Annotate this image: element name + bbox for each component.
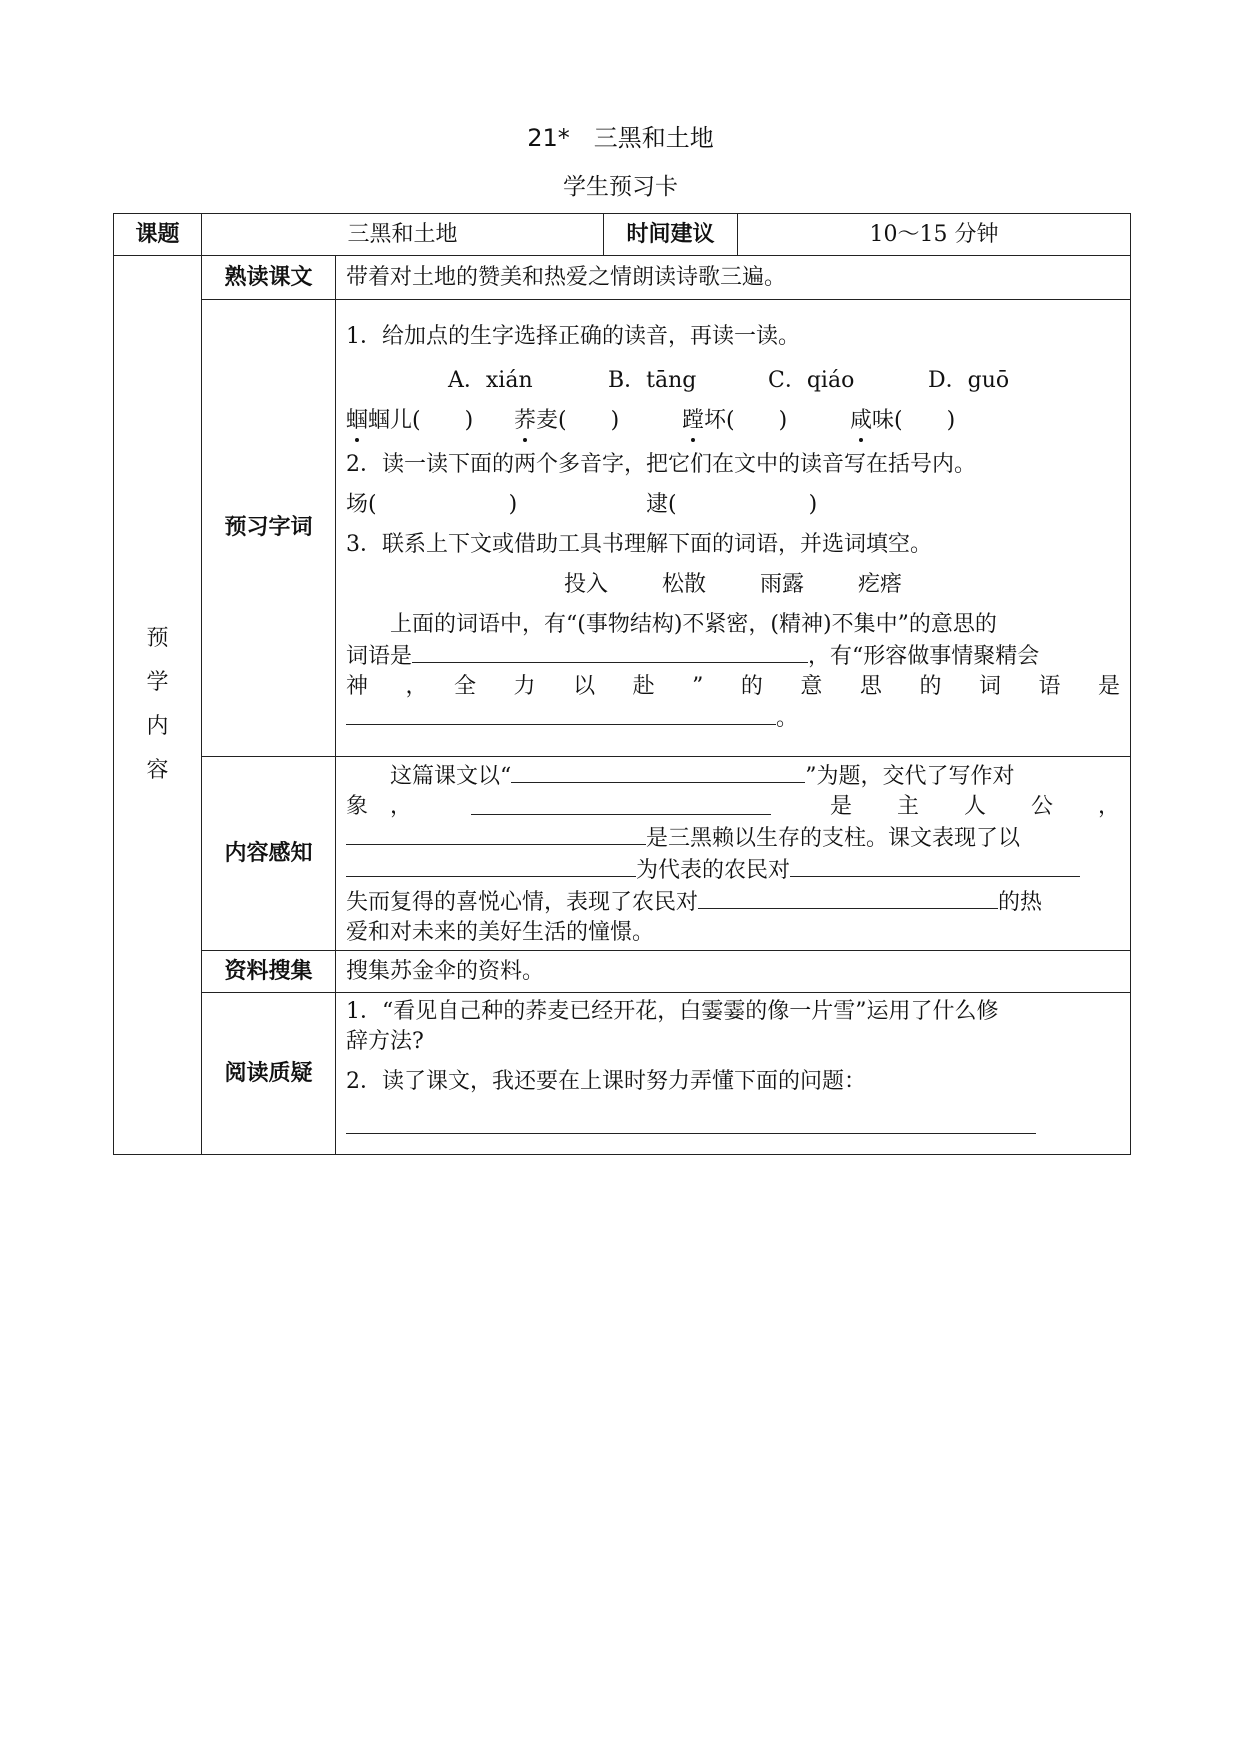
ziliao-label: 资料搜集 [202, 951, 336, 993]
yuxi-p2: 词语是 ，有“形容做事情聚精会 [346, 640, 1120, 672]
yuxi-q3: 3．联系上下文或借助工具书理解下面的词语，并选词填空。 [346, 532, 932, 557]
ziliao-row [114, 951, 1131, 993]
ziliao-text: 搜集苏金伞的资料。 [336, 951, 1131, 993]
preview-card-table [113, 213, 1131, 1155]
answer-blank[interactable] [346, 854, 636, 877]
yuedu-q1b: 辞方法? [346, 1028, 424, 1054]
word-item: 雨露 [760, 572, 805, 597]
page-subtitle: 学生预习卡 [563, 174, 678, 200]
answer-blank[interactable] [511, 760, 805, 783]
char-item: 荞麦( ) [514, 406, 682, 436]
neirong-content [336, 757, 1131, 951]
neirong-l5: 失而复得的喜悦心情，表现了农民对 的热 [346, 886, 1120, 918]
time-value: 10～15 分钟 [738, 214, 1131, 256]
polyphone-items [346, 490, 1120, 520]
option-d: D．guō [928, 368, 1010, 393]
yuxi-content [336, 300, 1131, 757]
shudu-row [114, 256, 1131, 300]
yuedu-q1a: 1．“看见自己种的荞麦已经开花，白霎霎的像一片雪”运用了什么修 [346, 998, 999, 1024]
yuedu-label: 阅读质疑 [202, 993, 336, 1155]
char-item: 咸味( ) [850, 406, 1018, 436]
yuxi-q1: 1．给加点的生字选择正确的读音，再读一读。 [346, 324, 800, 349]
neirong-l6: 爱和对未来的美好生活的憧憬。 [346, 919, 655, 945]
word-item: 疙瘩 [858, 572, 903, 597]
neirong-row [114, 757, 1131, 951]
option-a: A．xián [448, 368, 533, 393]
yuxi-p4: 。 [346, 702, 1120, 734]
neirong-label: 内容感知 [202, 757, 336, 951]
time-label: 时间建议 [604, 214, 738, 256]
answer-line[interactable] [346, 1111, 1120, 1143]
topic-row [114, 214, 1131, 256]
pinyin-options [346, 366, 1120, 396]
word-bank [346, 570, 1120, 600]
topic-label: 课题 [114, 214, 202, 256]
yuxi-p1: 上面的词语中，有“(事物结构)不紧密，(精神)不集中”的意思的 [390, 612, 997, 637]
answer-blank[interactable] [698, 886, 998, 909]
answer-blank[interactable] [412, 640, 808, 663]
answer-blank[interactable] [790, 854, 1080, 877]
yuxi-label: 预习字词 [202, 300, 336, 757]
char-item: 蹚坏( ) [682, 406, 850, 436]
word-item: 投入 [564, 572, 609, 597]
yuxi-p3: 神 ， 全 力 以 赴 ” 的 意 思 的 词 语 是 [346, 674, 1121, 699]
answer-blank[interactable] [471, 792, 771, 815]
shudu-label: 熟读课文 [202, 256, 336, 300]
word-item: 松散 [662, 572, 707, 597]
topic-value: 三黑和土地 [202, 214, 604, 256]
char-item: 蝈蝈儿( ) [346, 406, 514, 436]
page-title: 21* 三黑和土地 [527, 124, 714, 152]
side-label: 预 学 内 容 [114, 256, 202, 1155]
option-c: C．qiáo [768, 368, 855, 393]
neirong-l2: 象 ， 是 主 人 公 ， [346, 793, 1121, 819]
yuedu-row [114, 993, 1131, 1155]
neirong-l4: 为代表的农民对 [346, 854, 1120, 886]
yuedu-content [336, 993, 1131, 1155]
answer-blank[interactable] [346, 702, 776, 725]
yuxi-row [114, 300, 1131, 757]
yuxi-q2: 2．读一读下面的两个多音字，把它们在文中的读音写在括号内。 [346, 452, 976, 477]
neirong-l1: 这篇课文以“ ”为题，交代了写作对 [346, 760, 1120, 792]
shudu-text: 带着对土地的赞美和热爱之情朗读诗歌三遍。 [336, 256, 1131, 300]
dotted-chars [346, 406, 1120, 436]
option-b: B．tāng [608, 368, 697, 393]
poly-item: 逮( ) [646, 492, 818, 517]
poly-item: 场( ) [346, 492, 518, 517]
yuedu-q2: 2．读了课文，我还要在上课时努力弄懂下面的问题： [346, 1068, 866, 1094]
answer-blank[interactable] [346, 822, 646, 845]
neirong-l3: 是三黑赖以生存的支柱。课文表现了以 [346, 822, 1120, 854]
